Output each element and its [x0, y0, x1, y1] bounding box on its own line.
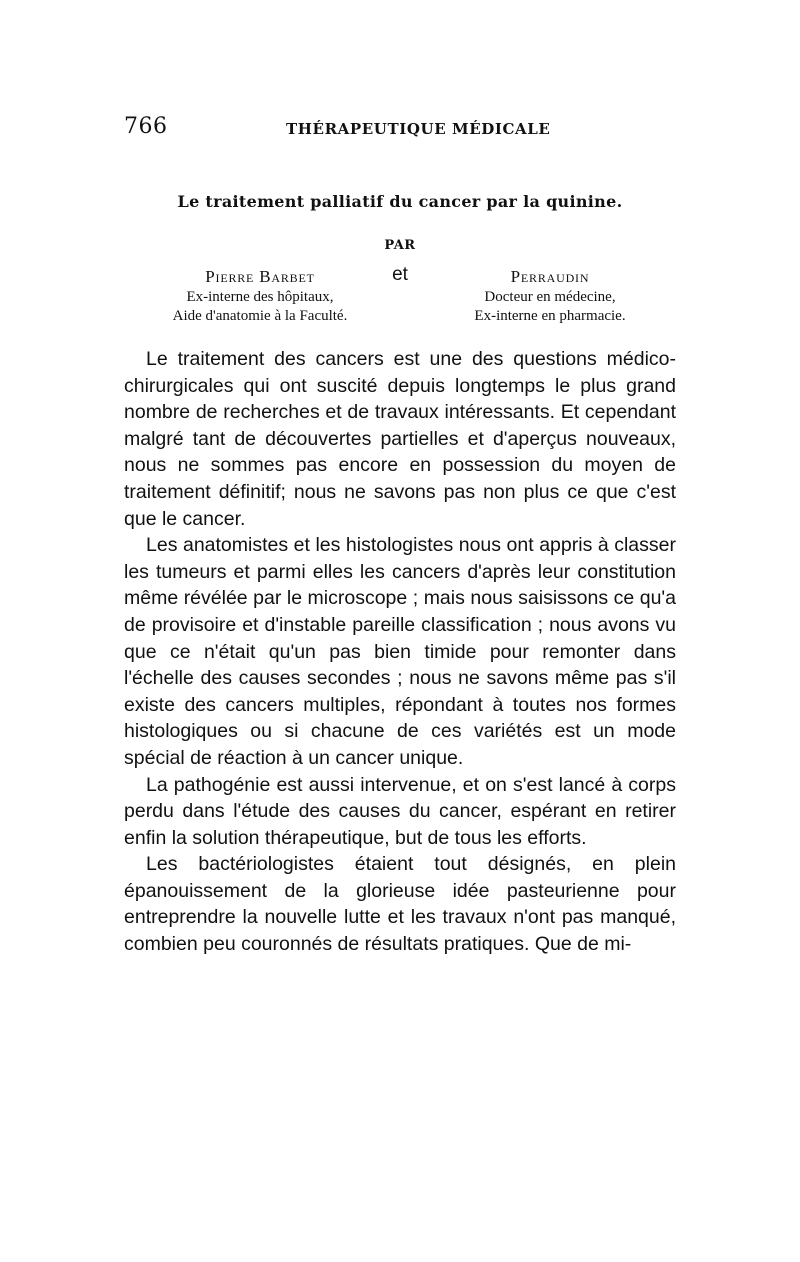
author-conjunction: et: [392, 264, 408, 285]
author-block-1: [140, 266, 380, 326]
page-number: 766: [124, 114, 168, 139]
author-affiliation: Aide d'anatomie à la Faculté.: [172, 308, 348, 324]
author-block-2: [430, 266, 670, 326]
author-name: Pierre Barbet: [205, 267, 315, 286]
article-title: Le traitement palliatif du cancer par la quinine.: [177, 192, 623, 211]
author-affiliation: Ex-interne des hôpitaux,: [186, 289, 334, 305]
article-body: [124, 346, 676, 958]
paragraph: Les anatomistes et les histologistes nous ont appris à classer les tumeurs et parmi elles les cancers d'après leur constitution même révélée par le microscope ; mais nous saisissons ce qu'a de provisoire et d'instable pareille classification ; nous avons vu que ce n'était qu'un pas bien timide pour remonter dans l'échelle des causes secondes ; nous ne savons même pas s'il existe des cancers multiples, répondant à toutes nos formes histologiques ou si chacune de ces variétés est un mode spécial de réaction à un cancer unique.: [124, 534, 676, 769]
paragraph: Le traitement des cancers est une des questions médico-chirurgicales qui ont suscité depuis longtemps le plus grand nombre de recherches et de travaux intéressants. Et cependant malgré tant de découvertes partielles et d'aperçus nouveaux, nous ne sommes pas encore en possession du moyen de traitement définitif; nous ne savons pas non plus ce que c'est que le cancer.: [124, 348, 676, 530]
author-name: Perraudin: [510, 267, 590, 286]
paragraph: Les bactériologistes étaient tout désignés, en plein épanouissement de la glorieuse idée pasteurienne pour entreprendre la nouvelle lutte et les travaux n'ont pas manqué, combien peu couronnés de résultats pratiques. Que de mi-: [124, 853, 676, 956]
author-affiliation: Docteur en médecine,: [484, 289, 616, 305]
paragraph: La pathogénie est aussi intervenue, et on s'est lancé à corps perdu dans l'étude des causes du cancer, espérant en retirer enfin la solution thérapeutique, but de tous les efforts.: [124, 773, 676, 849]
by-label: PAR: [384, 238, 416, 253]
author-affiliation: Ex-interne en pharmacie.: [474, 308, 626, 324]
running-head: THÉRAPEUTIQUE MÉDICALE: [286, 120, 551, 138]
